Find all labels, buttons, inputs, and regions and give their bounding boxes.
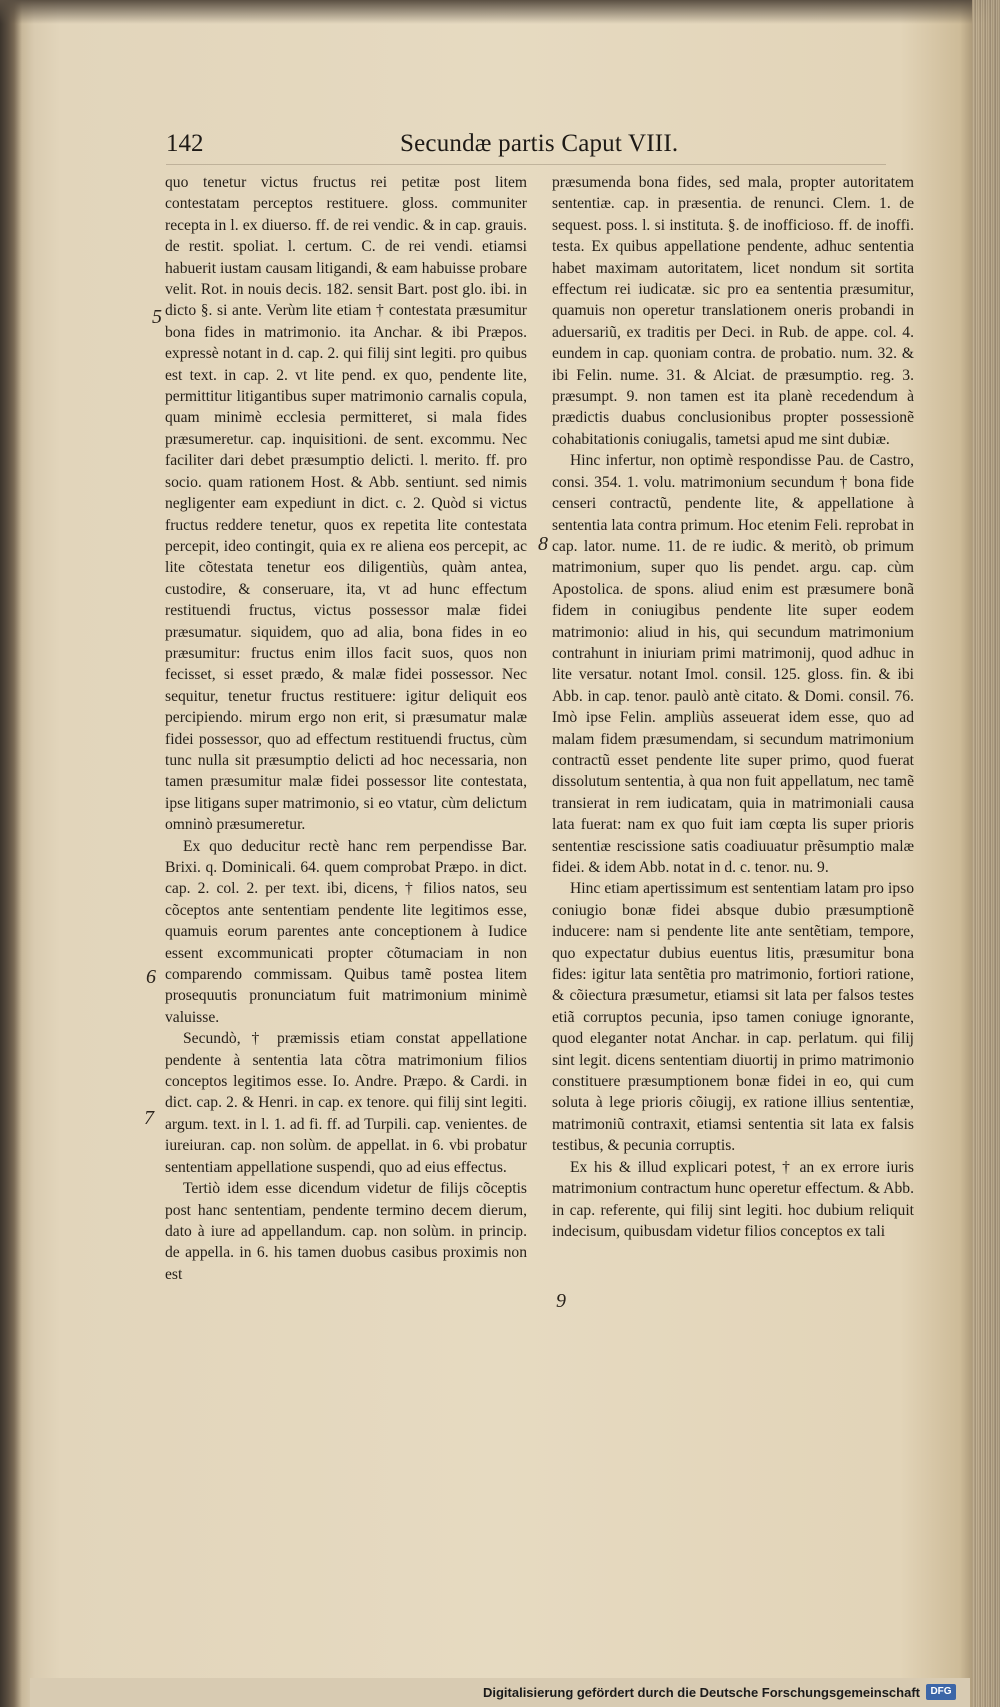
paragraph: Ex quo deducitur rectè hanc rem perpendisse Bar. Brixi. q. Dominicali. 64. quem comprobat Præpo. in dict. cap. 2. col. 2. per text. ibi, dicens, † filios natos, seu cõceptos ante sententiam pendente lite legitimos esse, quamuis eorum parentes ante conceptionem à Iudice essent excommunicati propter cõtumaciam in non comparendo commissam. Quibus tamẽ postea litem prosequutis pronunciatum fuit matrimonium minimè valuisse.	[165, 837, 527, 1026]
dfg-logo-icon: DFG	[926, 1684, 956, 1700]
margin-number: 9	[556, 1290, 566, 1312]
right-column	[552, 172, 914, 1462]
digitization-footer	[30, 1678, 970, 1707]
funding-notice: Digitalisierung gefördert durch die Deutsche Forschungsgemeinschaft	[482, 1685, 920, 1700]
paragraph: præsumenda bona fides, sed mala, propter autoritatem sententiæ. cap. in præsentia. de renunci. Clem. 1. de sequest. poss. l. si instituta. §. de inofficioso. ff. de inoffi. testa. Ex quibus appellatione pendente, adhuc sententia habet maximam autoritatem, licet nondum sit sortita effectum rei iudicatæ. sic pro ea sententia præsumitur, quamuis non operetur translationem oneris probandi in aduersariũ, ex traditis per Deci. in Rub. de appe. col. 4. eundem in cap. quoniam contra. de probatio. num. 32. & ibi Felin. nume. 31. & Alciat. de præsumptio. reg. 3. præsumpt. 9. non tamen est ita planè recedendum à prædictis duabus conclusionibus propter possessionẽ cohabitationis coniugalis, tametsi apud me sint dubiæ.	[552, 174, 914, 448]
paragraph: Hinc infertur, non optimè respondisse Pau. de Castro, consi. 354. 1. volu. matrimonium secundum † bona fide censeri contractũ, pendente lite, & appellatione à sententia lata contra primum. Hoc etenim Feli. reprobat in cap. lator. nume. 11. de re iudic. & meritò, ob primum matrimonium, super quo lis pendet. argu. cap. cùm Apostolica. de spons. aliud enim est præsumere bonã fidem in coniugibus pendente lite super eodem matrimonio: aliud in his, qui secundum matrimonium contrahunt in iniuriam primi matrimonij, quod adhuc in lite versatur. notant Imol. consil. 125. gloss. fin. & ibi Abb. in cap. tenor. paulò antè citato. & Domi. consil. 76. Imò ipse Felin. ampliùs asseuerat idem esse, quo ad malam fidem præsumendam, si secundum matrimonium contractũ esset pendente lite super primo, quod fuerat dissolutum sententia, à qua non fuit appellatum, nec tamẽ transierat in rem iudicatam, quia in matrimoniali causa lata fuerat: nam ex quo fuit iam cœpta lis super prioris sententiæ rescissione satis coadiuuatur prẽsumptio malæ fidei. & idem Abb. notat in d. c. tenor. nu. 9.	[552, 452, 914, 876]
paragraph: Tertiò idem esse dicendum videtur de filijs cõceptis post hanc sententiam, pendente termino decem dierum, dato à iure ad appellandum. cap. non solùm. in princip. de appella. in 6. his tamen duobus casibus proximis non est	[165, 1180, 527, 1283]
running-head: Secundæ partis Caput VIII.	[400, 130, 679, 157]
margin-number: 6	[146, 966, 156, 988]
paragraph: Secundò, † præmissis etiam constat appellatione pendente à sententia lata cõtra matrimonium filios conceptos legitimos esse. Io. Andre. Præpo. & Cardi. in dict. cap. 2. & Henri. in cap. ex tenore. qui filij sint legiti. argum. text. in l. 1. ad fi. ff. ad Turpili. cap. venientes. de iureiuran. cap. non solùm. de appellat. in 6. vbi probatur sententiam appellatione suspendi, quo ad eius effectus.	[165, 1030, 527, 1176]
page-edges	[972, 0, 1000, 1707]
paragraph: quo tenetur victus fructus rei petitæ post litem contestatam perceptos restituere. gloss. communiter recepta in l. ex diuerso. ff. de rei vendic. & in cap. grauis. de restit. spoliat. l. certum. C. de rei vendi. etiamsi habuerit iustam causam litigandi, & eam habuisse probare velit. Rot. in nouis decis. 182. sensit Bart. post glo. ibi. in dicto §. si ante. Verùm lite etiam † contestata præsumitur bona fides in matrimonio. ita Anchar. & ibi Præpos. expressè notant in d. cap. 2. qui filij sint legiti. pro quibus est text. in cap. 2. vt lite pend. ex quo, pendente lite, permittitur litigantibus super matrimonio carnalis copula, quam minimè ecclesia permitteret, si mala fides præsumeretur. cap. inquisitioni. de sent. excommu. Nec faciliter dari debet præsumptio delicti. l. merito. ff. pro socio. quam rationem Host. & Abb. sentiunt. sed nimis negligenter eam expediunt in dict. c. 2. Quòd si victus fructus reddere tenetur, quos ex repetita lite contestata percepit, ideo contingit, quia ex re aliena eos percepit, ac lite cõtestata tenetur eos diligentiùs, quàm antea, custodire, & conseruare, ita, vt ad hunc effectum restituendi fructus, victus possessor malæ fidei præsumatur. siquidem, quo ad alia, bona fides in eo præsumitur: fructus enim illos facit suos, quos non fecisset, si esset prædo, & malæ fidei possessor. Nec sequitur, tenetur fructus restituere: igitur deliquit eos percipiendo. mirum ergo non erit, si præsumatur malæ fidei possessor, quo ad effectum restituendi fructus, cùm tunc nulla sit præsumptio delicti ad hoc necessaria, non tamen præsumitur malæ fidei possessor lite contestata, ipse litigans super matrimonio, si eo vtatur, cùm delictum omninò præsumeretur.	[165, 174, 527, 834]
left-column	[165, 172, 527, 1462]
margin-number: 5	[152, 306, 162, 328]
paragraph: Ex his & illud explicari potest, † an ex errore iuris matrimonium contractum hunc operetur effectum. & Abb. in cap. referente, qui filij sint legiti. hoc dubium reliquit indecisum, quibusdam videtur filios conceptos ex tali	[552, 1158, 914, 1240]
paragraph: Hinc etiam apertissimum est sententiam latam pro ipso coniugio bonæ fidei absque dubio præsumptionẽ inducere: nam si pendente lite ante sentẽtiam, tempore, quo expectatur dubius euentus litis, præsumitur bona fides: igitur lata sentẽtia pro matrimonio, fortiori ratione, & cõiectura præsumetur, etiamsi sit lata per falsos testes etiã corruptos pecunia, ipso tamen coniuge ignorante, quod eleganter notat Anchar. in cap. perlatum. qui filij sint legit. dicens sententiam diuortij in primo matrimonio constituere præsumptionem bonæ fidei in eo, qui cum soluta à lege prioris cõiugij, ex ratione illius sententiæ, matrimoniũ contraxit, etiamsi sententia sit lata ex falsis testibus, & pecunia corruptis.	[552, 880, 914, 1155]
margin-number: 8	[538, 533, 548, 555]
header-rule	[166, 164, 886, 165]
margin-number: 7	[144, 1107, 154, 1129]
folio-number: 142	[166, 130, 204, 157]
